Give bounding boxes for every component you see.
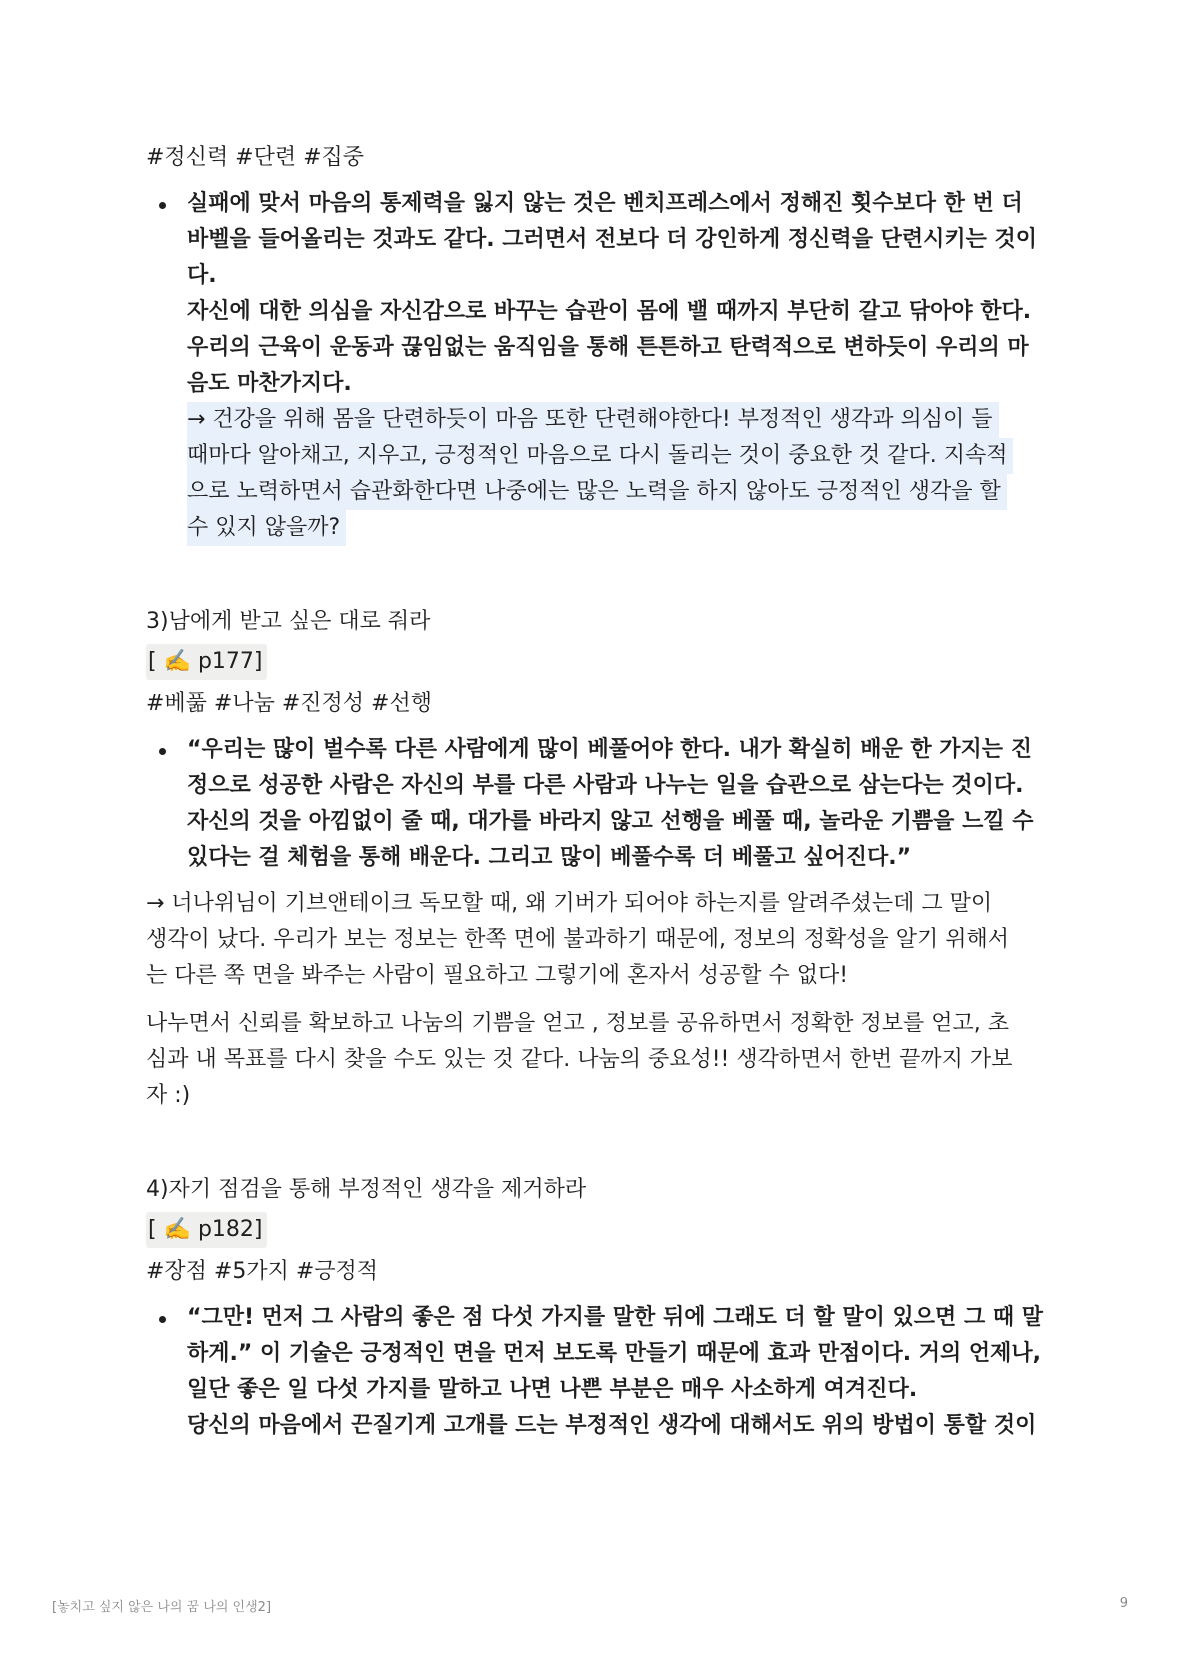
page-reference: [ ✍️ p182] <box>146 1212 267 1248</box>
comment-line: 는 다른 쪽 면을 봐주는 사람이 필요하고 그렇기에 혼자서 성공할 수 없다! <box>146 963 849 988</box>
document-body <box>146 140 1046 1444</box>
quote-line: 정으로 성공한 사람은 자신의 부를 다른 사람과 나누는 일을 습관으로 삼는다는 것이다. <box>187 773 1024 798</box>
quote-line: 음도 마찬가지다. <box>187 371 352 396</box>
highlight: → 건강을 위해 몸을 단련하듯이 마음 또한 단련해야한다! 부정적인 생각과 의심이 들 <box>187 402 999 438</box>
section-title: 3)남에게 받고 싶은 대로 줘라 <box>146 609 431 634</box>
quote-line: 실패에 맞서 마음의 통제력을 잃지 않는 것은 벤치프레스에서 정해진 횟수보다 한 번 더 <box>187 191 1023 216</box>
quote-line: 자신의 것을 아낌없이 줄 때, 대가를 바라지 않고 선행을 베풀 때, 놀라운 기쁨을 느낄 수 <box>187 809 1034 834</box>
quote-list <box>146 732 1046 876</box>
comment-line: 나누면서 신뢰를 확보하고 나눔의 기쁨을 얻고 , 정보를 공유하면서 정확한 정보를 얻고, 초 <box>146 1011 1009 1036</box>
quote-line: 우리의 근육이 운동과 끊임없는 움직임을 통해 튼튼하고 탄력적으로 변하듯이 우리의 마 <box>187 335 1029 360</box>
quote-line: 있다는 걸 체험을 통해 배운다. 그리고 많이 베풀수록 더 베풀고 싶어진다.” <box>187 845 912 870</box>
hashtags: #정신력 #단련 #집중 <box>146 145 365 170</box>
highlight: 때마다 알아채고, 지우고, 긍정적인 마음으로 다시 돌리는 것이 중요한 것 같다. 지속적 <box>187 438 1013 474</box>
page-reference-row <box>146 640 1046 686</box>
quote-line: 바벨을 들어올리는 것과도 같다. 그러면서 전보다 더 강인하게 정신력을 단련시키는 것이 <box>187 227 1038 252</box>
highlight: 으로 노력하면서 습관화한다면 나중에는 많은 노력을 하지 않아도 긍정적인 생각을 할 <box>187 474 1007 510</box>
comment-line: 심과 내 목표를 다시 찾을 수도 있는 것 같다. 나눔의 중요성!! 생각하면서 한번 끝까지 가보 <box>146 1047 1013 1072</box>
page-number: 9 <box>1119 1596 1128 1611</box>
quote-line: 일단 좋은 일 다섯 가지를 말하고 나면 나쁜 부분은 매우 사소하게 여겨진다. <box>187 1377 918 1402</box>
comment-highlight-line <box>187 474 1046 510</box>
quote-list <box>146 1300 1046 1444</box>
footer-title: [놓치고 싶지 않은 나의 꿈 나의 인생2] <box>52 1600 272 1615</box>
comment-paragraph <box>146 886 1046 994</box>
comment-highlight-line <box>187 402 1046 438</box>
quote-line: 다. <box>187 263 217 288</box>
page-reference: [ ✍️ p177] <box>146 644 267 680</box>
highlight: 수 있지 않을까? <box>187 510 346 546</box>
quote-line: 당신의 마음에서 끈질기게 고개를 드는 부정적인 생각에 대해서도 위의 방법이 통할 것이 <box>187 1413 1037 1438</box>
quote-list <box>146 186 1046 546</box>
quote-line: 자신에 대한 의심을 자신감으로 바꾸는 습관이 몸에 밸 때까지 부단히 갈고 닦아야 한다. <box>187 299 1032 324</box>
comment-highlight-line <box>187 510 1046 546</box>
comment-line: 자 :) <box>146 1083 191 1108</box>
page-reference-row <box>146 1208 1046 1254</box>
list-item <box>146 732 1046 876</box>
comment-line: 생각이 났다. 우리가 보는 정보는 한쪽 면에 불과하기 때문에, 정보의 정확성을 알기 위해서 <box>146 927 1009 952</box>
quote-line: 하게.” 이 기술은 긍정적인 면을 먼저 보도록 만들기 때문에 효과 만점이다. 거의 언제나, <box>187 1341 1042 1366</box>
hashtags: #장점 #5가지 #긍정적 <box>146 1259 379 1284</box>
section-title: 4)자기 점검을 통해 부정적인 생각을 제거하라 <box>146 1177 587 1202</box>
comment-line: → 너나위님이 기브앤테이크 독모할 때, 왜 기버가 되어야 하는지를 알려주셨는데 그 말이 <box>146 891 993 916</box>
comment-highlight-line <box>187 438 1046 474</box>
quote-line: “우리는 많이 벌수록 다른 사람에게 많이 베풀어야 한다. 내가 확실히 배운 한 가지는 진 <box>187 737 1032 762</box>
hashtags: #베풂 #나눔 #진정성 #선행 <box>146 691 432 716</box>
quote-line: “그만! 먼저 그 사람의 좋은 점 다섯 가지를 말한 뒤에 그래도 더 할 말이 있으면 그 때 말 <box>187 1305 1044 1330</box>
list-item <box>146 1300 1046 1444</box>
list-item <box>146 186 1046 546</box>
comment-paragraph <box>146 1006 1046 1114</box>
